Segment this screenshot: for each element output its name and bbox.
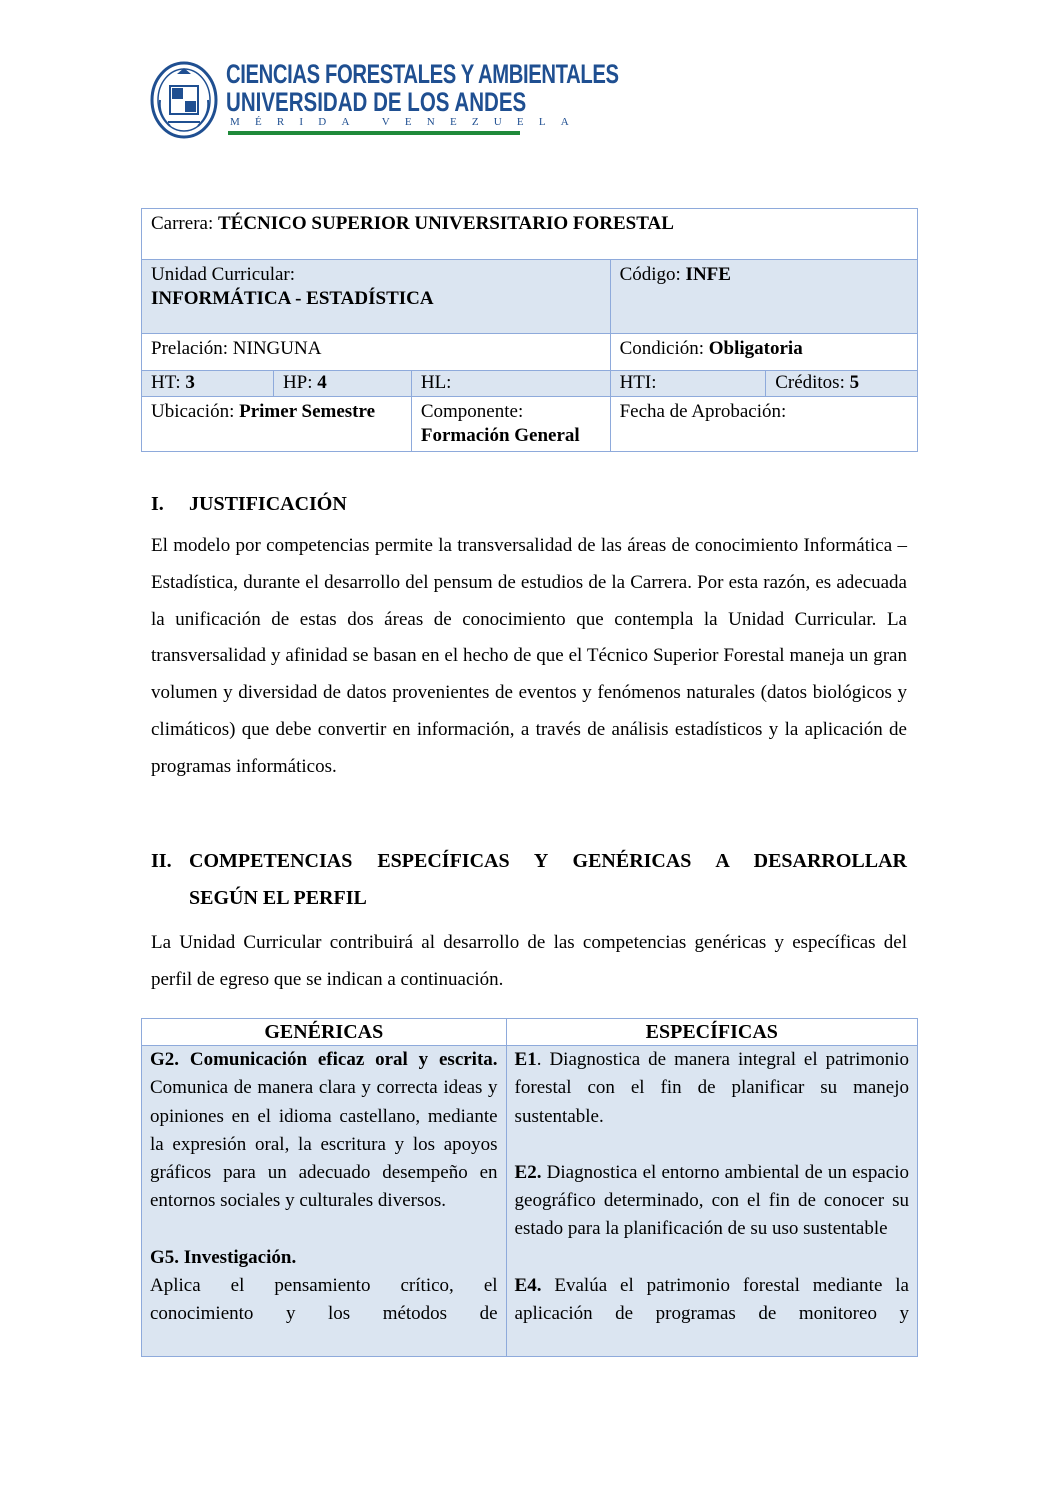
carrera-cell (142, 209, 918, 260)
section-2-paragraph: La Unidad Curricular contribuirá al desarrollo de las competencias genéricas y específicas del perfil de egreso que se indican a continuación. (151, 932, 907, 990)
genericas-header: GENÉRICAS (142, 1019, 507, 1046)
codigo-cell (610, 260, 917, 334)
g2-title: G2. Comunicación eficaz oral y escrita. (150, 1049, 498, 1070)
e4-code: E4. (514, 1274, 542, 1296)
section-1-number: I. (151, 493, 164, 515)
fecha-aprobacion-cell: Fecha de Aprobación: (610, 397, 917, 452)
hp-value: 4 (317, 372, 327, 393)
componente-value: Formación General (420, 425, 580, 446)
componente-label: Componente: (420, 401, 524, 422)
logo-location: MÉRIDA VENEZUELA (230, 116, 584, 128)
e2-item (515, 1159, 909, 1244)
ht-label: HT: (151, 372, 186, 393)
hl-cell: HL: (411, 371, 610, 397)
codigo-value: INFE (685, 264, 731, 285)
ubicacion-cell (142, 397, 412, 452)
ht-cell (142, 371, 274, 397)
carrera-label: Carrera: (151, 213, 218, 234)
condicion-cell (610, 334, 917, 371)
section-2-heading (151, 843, 907, 917)
g5-item (150, 1244, 498, 1329)
ht-value: 3 (185, 372, 195, 393)
logo-university-name: UNIVERSIDAD DE LOS ANDES (226, 87, 527, 117)
g2-text: Comunica de manera clara y correcta ideas y opiniones en el idioma castellano, mediante la expresión oral, la escritura y los apoyos gráficos para un adecuado desempeño en entornos sociales y culturales diversos. (150, 1077, 498, 1212)
condicion-value: Obligatoria (708, 338, 803, 359)
section-1-title: JUSTIFICACIÓN (189, 493, 347, 515)
ubicacion-value: Primer Semestre (239, 401, 376, 422)
e1-item (515, 1046, 909, 1131)
e4-text: Evalúa el patrimonio forestal mediante la aplicación de programas de monitoreo y (514, 1274, 909, 1325)
carrera-value: TÉCNICO SUPERIOR UNIVERSITARIO FORESTAL (217, 213, 674, 234)
e2-text: Diagnostica el entorno ambiental de un espacio geográfico determinado, con el fin de conocer su estado para la planificación de su uso sustentable (514, 1161, 909, 1240)
g5-text: Aplica el pensamiento crítico, el conocimiento y los métodos de (150, 1275, 498, 1325)
logo-green-bar (228, 131, 520, 135)
especificas-cell (506, 1046, 917, 1357)
e2-code: E2. (514, 1161, 542, 1183)
e1-text: . Diagnostica de manera integral el patrimonio forestal con el fin de planificar su manejo sustentable. (514, 1049, 909, 1127)
creditos-label: Créditos: (775, 372, 850, 393)
prelacion-cell: Prelación: NINGUNA (142, 334, 611, 371)
section-1-paragraph: El modelo por competencias permite la transversalidad de las áreas de conocimiento Informática – Estadística, durante el desarrollo del pensum de estudios de la Carrera. Por esta razón, es adecuada la unificación de estas dos áreas de conocimiento que contempla la Unidad Curricular. La transversalidad y afinidad se basan en el hecho de que el Técnico Superior Forestal maneja un gran volumen y diversidad de datos provenientes de eventos y fenómenos naturales (datos biológicos y climáticos) que debe convertir en información, a través de análisis estadísticos y la aplicación de programas informáticos. (151, 535, 907, 777)
e4-item (515, 1272, 909, 1329)
g2-item (150, 1046, 498, 1216)
logo-faculty-name: CIENCIAS FORESTALES Y AMBIENTALES (226, 59, 619, 89)
hp-label: HP: (282, 372, 318, 393)
unidad-curricular-cell (142, 260, 611, 334)
ubicacion-label: Ubicación: (151, 401, 240, 422)
creditos-cell (766, 371, 918, 397)
section-1-heading (151, 493, 347, 516)
university-seal-icon (150, 60, 220, 140)
componente-cell (411, 397, 610, 452)
hp-cell (273, 371, 411, 397)
e1-code: E1 (514, 1049, 537, 1070)
competencias-table (141, 1018, 918, 1357)
section-2-title-line1: COMPETENCIAS ESPECÍFICAS Y GENÉRICAS A DESARROLLAR (189, 850, 907, 872)
codigo-label: Código: (619, 264, 686, 285)
especificas-header: ESPECÍFICAS (506, 1019, 917, 1046)
unidad-label: Unidad Curricular: (151, 264, 296, 285)
unidad-value: INFORMÁTICA - ESTADÍSTICA (151, 288, 434, 309)
hti-cell: HTI: (610, 371, 766, 397)
header-logo (150, 59, 619, 140)
section-2-number: II. (151, 850, 172, 872)
section-2-title-line2: SEGÚN EL PERFIL (189, 887, 367, 909)
condicion-label: Condición: (619, 338, 709, 359)
creditos-value: 5 (849, 372, 860, 393)
genericas-cell (142, 1046, 507, 1357)
g5-title: G5. Investigación. (150, 1246, 297, 1268)
course-info-table (141, 208, 918, 452)
